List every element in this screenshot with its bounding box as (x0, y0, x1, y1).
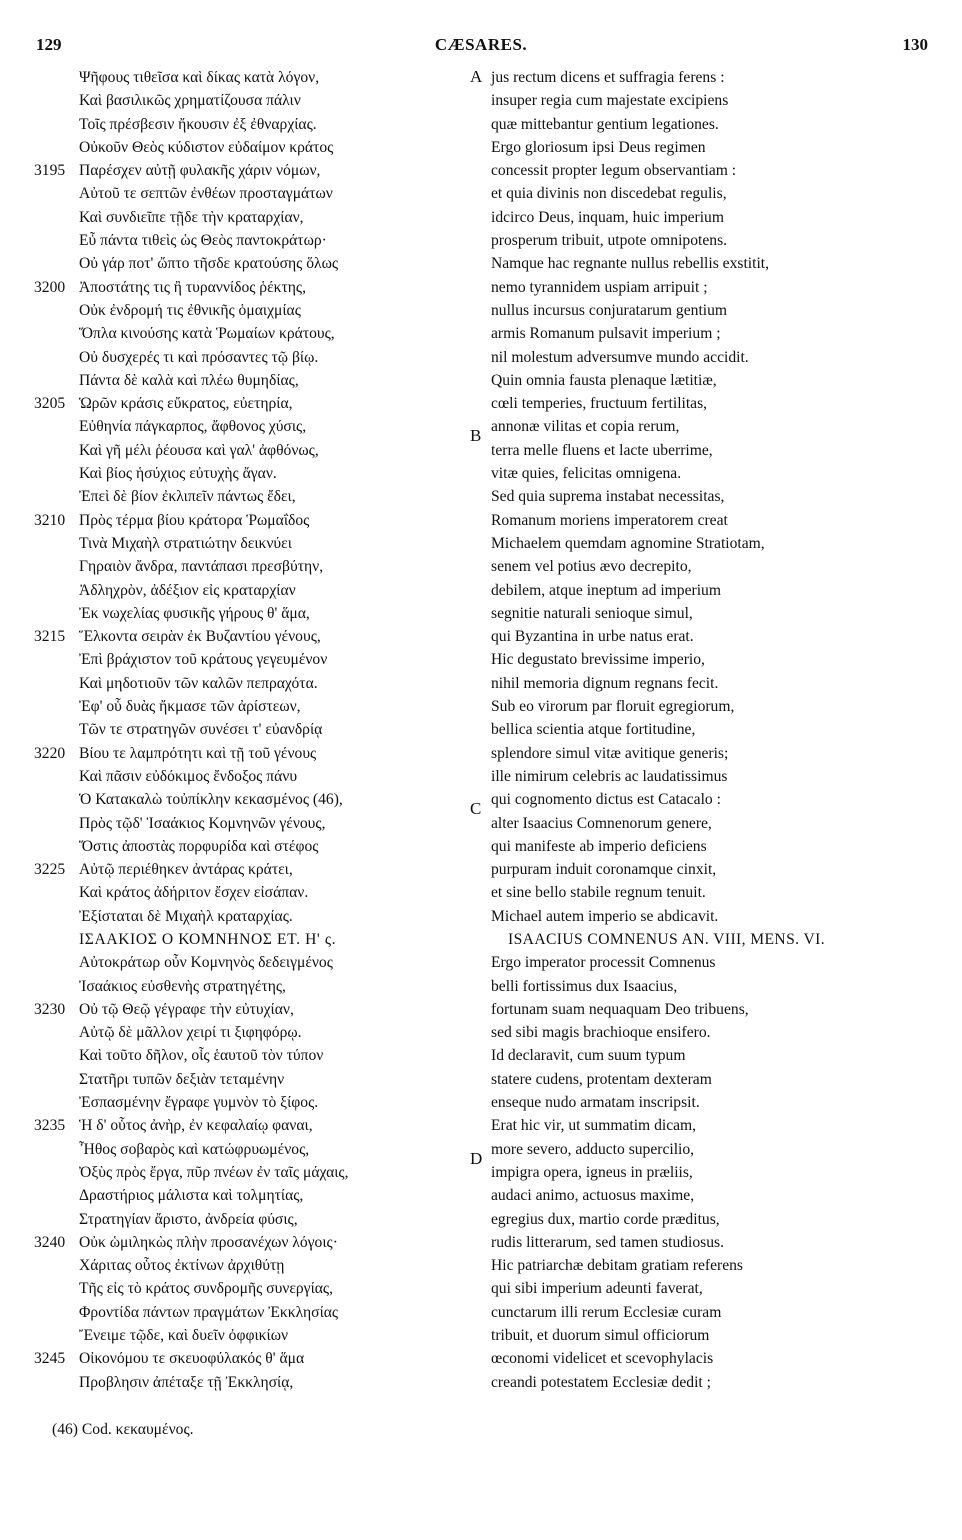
greek-verse-line (0, 113, 470, 136)
greek-verse-line (0, 89, 470, 112)
translation-text: prosperum tribuit, utpote omnipotens. (491, 232, 728, 250)
footnote: (46) Cod. κεκαυμένος. (52, 1421, 194, 1438)
latin-translation-line (470, 113, 962, 136)
translation-text: nullus incursus conjuratarum gentium (491, 301, 728, 319)
greek-verse-line (0, 672, 470, 695)
verse-text: Φροντίδα πάντων πραγμάτων Ἐκκλησίας (79, 1303, 339, 1321)
latin-translation-line (470, 136, 962, 159)
latin-translation-line (470, 1371, 962, 1394)
translation-text: statere cudens, protentam dexteram (491, 1070, 712, 1088)
greek-verse-line (0, 206, 470, 229)
translation-text: Sub eo virorum par floruit egregiorum, (491, 698, 735, 716)
section-marker: A (470, 67, 483, 86)
verse-text: Ἀδληχρὸν, ἀδέξιον εἰς κραταρχίαν (79, 581, 296, 599)
latin-translation-line (470, 485, 962, 508)
greek-verse-line (0, 1161, 470, 1184)
verse-text: Στατῆρι τυπῶν δεξιὰν τεταμένην (79, 1070, 285, 1088)
translation-text: Erat hic vir, ut summatim dicam, (491, 1117, 697, 1135)
verse-text: Οὐ τῷ Θεῷ γέγραφε τὴν εὐτυχίαν, (79, 1000, 294, 1018)
translation-text: sed sibi magis brachioque ensifero. (491, 1024, 711, 1042)
verse-text: Αὐτῷ δὲ μᾶλλον χειρί τι ξιφηφόρῳ. (79, 1024, 302, 1042)
latin-translation-line (470, 951, 962, 974)
latin-translation-line (470, 602, 962, 625)
verse-text: Τῆς εἰς τὸ κράτος συνδρομῆς συνεργίας, (79, 1280, 334, 1298)
translation-text: audaci animo, actuosus maxime, (491, 1187, 695, 1205)
greek-verse-line (0, 905, 470, 928)
greek-verse-line (0, 159, 470, 182)
greek-verse-line (0, 765, 470, 788)
latin-translation-line (470, 881, 962, 904)
greek-section-heading (0, 928, 470, 951)
translation-text: œconomi videlicet et scevophylacis (491, 1350, 714, 1368)
section-marker: B (470, 426, 482, 446)
translation-text: cœli temperies, fructuum fertilitas, (491, 395, 708, 413)
latin-translation-line (470, 532, 962, 555)
greek-verse-line (0, 1114, 470, 1137)
greek-verse-line (0, 1044, 470, 1067)
latin-translation-line (470, 1114, 962, 1137)
latin-translation-line (470, 1161, 962, 1184)
verse-text: Τῶν τε στρατηγῶν συνέσει τ' εὐανδρίᾳ (79, 721, 323, 739)
verse-number: 3200 (34, 278, 66, 296)
latin-translation-line (470, 1138, 962, 1168)
verse-text: Πάντα δὲ καλὰ καὶ πλέω θυμηδίας, (79, 371, 299, 389)
verse-number: 3195 (34, 162, 66, 180)
latin-translation-line (470, 812, 962, 835)
verse-text: Ἦθος σοβαρὸς καὶ κατώφρυωμένος, (79, 1140, 310, 1158)
latin-translation-line (470, 1184, 962, 1207)
verse-text: Πρὸς τῷδ' Ἰσαάκιος Κομνηνῶν γένους, (79, 814, 326, 832)
greek-verse-line (0, 229, 470, 252)
greek-verse-line (0, 1347, 470, 1370)
translation-text: belli fortissimus dux Isaacius, (491, 977, 678, 995)
greek-verse-line (0, 532, 470, 555)
verse-number: 3220 (34, 744, 66, 762)
greek-verse-line (0, 1208, 470, 1231)
verse-text: Τινὰ Μιχαὴλ στρατιώτην δεικνύει (79, 534, 292, 552)
verse-text: Οἰκονόμου τε σκευοφύλακός θ' ἅμα (79, 1350, 305, 1368)
page-number-right: 130 (902, 35, 928, 54)
verse-text: Καὶ τοῦτο δῆλον, οἷς ἑαυτοῦ τὸν τύπον (79, 1047, 324, 1065)
translation-text: creandi potestatem Ecclesiæ dedit ; (491, 1373, 711, 1391)
translation-text: debilem, atque ineptum ad imperium (491, 581, 721, 599)
latin-translation-line (470, 742, 962, 765)
latin-translation-line (470, 1277, 962, 1300)
greek-verse-line (0, 788, 470, 811)
latin-translation-line (470, 1044, 962, 1067)
translation-text: Hic degustato brevissime imperio, (491, 651, 705, 669)
translation-text: Sed quia suprema instabat necessitas, (491, 488, 725, 506)
greek-verse-line (0, 998, 470, 1021)
translation-text: Id declaravit, cum suum typum (491, 1047, 686, 1065)
latin-translation-line (470, 1347, 962, 1370)
greek-verse-line (0, 415, 470, 438)
translation-text: segnitie naturali senioque simul, (491, 604, 693, 622)
translation-text: idcirco Deus, inquam, huic imperium (491, 208, 724, 226)
verse-text: Καὶ πᾶσιν εὐδόκιμος ἔνδοξος πάνυ (79, 767, 298, 785)
latin-translation-line (470, 1301, 962, 1324)
verse-text: Οὐ δυσχερές τι καὶ πρόσαντες τῷ βίῳ. (79, 348, 319, 366)
verse-number: 3205 (34, 395, 66, 413)
greek-verse-line (0, 439, 470, 462)
translation-text: bellica scientia atque fortitudine, (491, 721, 696, 739)
latin-translation-line (470, 229, 962, 252)
latin-translation-line (470, 252, 962, 275)
verse-text: ΙΣΑΑΚΙΟΣ Ο ΚΟΜΝΗΝΟΣ ΕΤ. Η' ς. (79, 930, 337, 948)
translation-text: ISAACIUS COMNENUS AN. VIII, MENS. VI. (508, 930, 826, 948)
latin-translation-line (470, 1231, 962, 1254)
running-title: CÆSARES. (434, 35, 528, 54)
translation-text: splendore simul vitæ avitique generis; (491, 744, 729, 762)
latin-translation-line (470, 439, 962, 462)
greek-verse-line (0, 1138, 470, 1161)
greek-verse-line (0, 1371, 470, 1394)
greek-verse-line (0, 742, 470, 765)
verse-number: 3230 (34, 1000, 66, 1018)
greek-verse-line (0, 136, 470, 159)
greek-verse-line (0, 392, 470, 415)
verse-text: Ἐξίσταται δὲ Μιχαὴλ κραταρχίας. (79, 907, 293, 925)
verse-text: Ἐσπασμένην ἔγραφε γυμνὸν τὸ ξίφος. (79, 1094, 319, 1112)
greek-verse-line (0, 812, 470, 835)
greek-verse-line (0, 881, 470, 904)
latin-translation-line (470, 1068, 962, 1091)
translation-text: terra melle fluens et lacte uberrime, (491, 441, 713, 459)
verse-text: Αὐτοῦ τε σεπτῶν ἐνθέων προσταγμάτων (79, 185, 333, 203)
greek-verse-line (0, 1301, 470, 1324)
verse-text: Χάριτας οὗτος ἐκτίνων ἀρχιθύτῃ (79, 1257, 285, 1275)
greek-verse-line (0, 1231, 470, 1254)
translation-text: nemo tyrannidem uspiam arripuit ; (491, 278, 708, 296)
latin-translation-line (470, 182, 962, 205)
latin-translation-line (470, 392, 962, 415)
translation-text: enseque nudo armatam inscripsit. (491, 1094, 700, 1112)
verse-text: Καὶ βασιλικῶς χρηματίζουσα πάλιν (79, 92, 301, 110)
verse-number: 3210 (34, 511, 66, 529)
verse-text: Ἔνειμε τῷδε, καὶ δυεῖν ὀφφικίων (79, 1327, 289, 1345)
greek-verse-line (0, 858, 470, 881)
verse-text: Ὀξὺς πρὸς ἔργα, πῦρ πνέων ἐν ταῖς μάχαις, (79, 1163, 349, 1181)
latin-translation-line (470, 998, 962, 1021)
verse-number: 3245 (34, 1350, 66, 1368)
translation-text: qui manifeste ab imperio deficiens (491, 837, 707, 855)
verse-text: Ὡρῶν κράσις εὔκρατος, εὐετηρία, (79, 395, 293, 413)
latin-translation-line (470, 89, 962, 112)
greek-verse-line (0, 648, 470, 671)
translation-text: egregius dux, martio corde præditus, (491, 1210, 720, 1228)
greek-text-column (0, 66, 470, 1394)
verse-text: Οὐκοῦν Θεὸς κύδιστον εὐδαίμον κράτος (79, 138, 334, 156)
greek-verse-line (0, 625, 470, 648)
verse-text: Οὐ γάρ ποτ' ὤπτο τῆσδε κρατούσης ὅλως (79, 255, 339, 273)
verse-text: Οὐκ ἐνδρομή τις ἐθνικῆς ὁμαιχμίας (79, 301, 301, 319)
translation-text: armis Romanum pulsavit imperium ; (491, 325, 721, 343)
translation-text: qui sibi imperium adeunti faverat, (491, 1280, 703, 1298)
section-marker: C (470, 799, 482, 819)
greek-verse-line (0, 299, 470, 322)
verse-text: Οὐκ ὡμιληκὼς πλὴν προσανέχων λόγοις· (79, 1233, 338, 1251)
verse-text: Τοῖς πρέσβεσιν ἤκουσιν ἐξ ἐθναρχίας. (79, 115, 317, 133)
translation-text: qui Byzantina in urbe natus erat. (491, 628, 694, 646)
translation-text: ille nimirum celebris ac laudatissimus (491, 767, 728, 785)
latin-translation-line (470, 322, 962, 345)
latin-translation-line (470, 369, 962, 392)
greek-verse-line (0, 182, 470, 205)
page-header (0, 35, 962, 59)
translation-text: Namque hac regnante nullus rebellis exstitit, (491, 255, 770, 273)
translation-text: nil molestum adversumve mundo accidit. (491, 348, 749, 366)
greek-verse-line (0, 695, 470, 718)
greek-verse-line (0, 252, 470, 275)
translation-text: fortunam suam nequaquam Deo tribuens, (491, 1000, 749, 1018)
latin-translation-line (470, 672, 962, 695)
latin-translation-line (470, 415, 962, 446)
greek-verse-line (0, 1184, 470, 1207)
translation-text: Hic patriarchæ debitam gratiam referens (491, 1257, 743, 1275)
translation-text: concessit propter legum observantiam : (491, 162, 737, 180)
verse-text: Ὁ Κατακαλὼ τοὐπίκλην κεκασμένος (46), (79, 791, 343, 809)
latin-translation-line (470, 835, 962, 858)
greek-verse-line (0, 1324, 470, 1347)
verse-text: Ὅπλα κινούσης κατὰ Ῥωμαίων κράτους, (79, 325, 335, 343)
verse-number: 3215 (34, 628, 66, 646)
latin-translation-line (470, 1091, 962, 1114)
verse-text: Ἐπὶ βράχιστον τοῦ κράτους γεγευμένον (79, 651, 328, 669)
translation-text: Ergo imperator processit Comnenus (491, 954, 716, 972)
latin-translation-line (470, 346, 962, 369)
latin-translation-line (470, 276, 962, 299)
translation-text: vitæ quies, felicitas omnigena. (491, 465, 682, 483)
translation-text: quæ mittebantur gentium legationes. (491, 115, 719, 133)
verse-text: Ἐφ' οὗ δυὰς ἤκμασε τῶν ἀρίστεων, (79, 698, 301, 716)
translation-text: cunctarum illi rerum Ecclesiæ curam (491, 1303, 722, 1321)
latin-section-heading (470, 928, 962, 951)
verse-text: Ἡ δ' οὗτος ἀνὴρ, ἐν κεφαλαίῳ φαναι, (79, 1117, 313, 1135)
translation-text: impigra opera, igneus in præliis, (491, 1163, 693, 1181)
greek-verse-line (0, 1021, 470, 1044)
latin-translation-line (470, 462, 962, 485)
greek-verse-line (0, 1091, 470, 1114)
verse-text: Ψῆφους τιθεῖσα καὶ δίκας κατὰ λόγον, (79, 69, 320, 86)
latin-translation-line (470, 1324, 962, 1347)
greek-verse-line (0, 718, 470, 741)
greek-verse-line (0, 509, 470, 532)
latin-translation-line (470, 555, 962, 578)
verse-text: Εὖ πάντα τιθεὶς ὡς Θεὸς παντοκράτωρ· (79, 232, 327, 250)
verse-text: Ἰσαάκιος εὐσθενὴς στρατηγέτης, (79, 977, 286, 995)
verse-text: Προβλησιν ἀπέταξε τῇ Ἐκκλησίᾳ, (79, 1373, 294, 1391)
translation-text: purpuram induit coronamque cinxit, (491, 861, 717, 879)
translation-text: Michaelem quemdam agnomine Stratiotam, (491, 534, 765, 552)
latin-translation-line (470, 1208, 962, 1231)
verse-text: Ἐπεὶ δὲ βίον ἐκλιπεῖν πάντως ἔδει, (79, 488, 296, 506)
latin-translation-line (470, 66, 962, 89)
latin-translation-line (470, 765, 962, 788)
greek-verse-line (0, 1254, 470, 1277)
greek-verse-line (0, 951, 470, 974)
translation-text: annonæ vilitas et copia rerum, (491, 418, 680, 436)
section-marker: D (470, 1148, 483, 1168)
verse-text: Δραστήριος μάλιστα καὶ τολμητίας, (79, 1187, 304, 1205)
translation-text: et quia divinis non discedebat regulis, (491, 185, 727, 203)
translation-text: rudis litterarum, sed tamen studiosus. (491, 1233, 725, 1251)
greek-verse-line (0, 462, 470, 485)
greek-verse-line (0, 975, 470, 998)
greek-verse-line (0, 555, 470, 578)
verse-text: Παρέσχεν αὐτῇ φυλακῆς χάριν νόμων, (79, 162, 321, 180)
translation-text: alter Isaacius Comnenorum genere, (491, 814, 712, 832)
latin-translation-line (470, 625, 962, 648)
verse-text: Αὐτοκράτωρ οὖν Κομνηνὸς δεδειγμένος (79, 954, 333, 972)
translation-text: insuper regia cum majestate excipiens (491, 92, 729, 110)
greek-verse-line (0, 485, 470, 508)
verse-text: Ἀποστάτης τις ἢ τυραννίδος ῥέκτης, (79, 278, 306, 296)
translation-text: Ergo gloriosum ipsi Deus regimen (491, 138, 706, 156)
page-number-left: 129 (36, 35, 62, 54)
latin-translation-line (470, 695, 962, 718)
greek-verse-line (0, 1068, 470, 1091)
verse-text: Καὶ γῆ μέλι ῥέουσα καὶ γαλ' ἀφθόνως, (79, 441, 319, 459)
translation-text: more severo, adducto supercilio, (491, 1140, 695, 1158)
latin-translation-line (470, 975, 962, 998)
latin-translation-line (470, 648, 962, 671)
translation-text: Quin omnia fausta plenaque lætitiæ, (491, 371, 717, 389)
verse-text: Καὶ συνδιεῖπε τῇδε τὴν κραταρχίαν, (79, 208, 304, 226)
latin-translation-line (470, 858, 962, 881)
greek-verse-line (0, 322, 470, 345)
translation-text: senem vel potius ævo decrepito, (491, 558, 692, 576)
translation-text: et sine bello stabile regnum tenuit. (491, 884, 706, 902)
latin-translation-line (470, 1021, 962, 1044)
verse-text: Γηραιὸν ἄνδρα, παντάπασι πρεσβύτην, (79, 558, 324, 576)
greek-verse-line (0, 835, 470, 858)
verse-text: Καὶ μηδοτιοῦν τῶν καλῶν πεπραχότα. (79, 674, 318, 692)
verse-number: 3240 (34, 1233, 66, 1251)
verse-text: Βίου τε λαμπρότητι καὶ τῇ τοῦ γένους (79, 744, 317, 762)
greek-verse-line (0, 1277, 470, 1300)
latin-translation-line (470, 206, 962, 229)
translation-text: qui cognomento dictus est Catacalo : (491, 791, 721, 809)
verse-text: Εὐθηνία πάγκαρπος, ἄφθονος χύσις, (79, 418, 307, 436)
translation-text: Romanum moriens imperatorem creat (491, 511, 728, 529)
translation-text: tribuit, et duorum simul officiorum (491, 1327, 710, 1345)
greek-verse-line (0, 276, 470, 299)
translation-text: nihil memoria dignum regnans fecit. (491, 674, 719, 692)
greek-verse-line (0, 346, 470, 369)
translation-text: jus rectum dicens et suffragia ferens : (491, 69, 725, 86)
greek-verse-line (0, 602, 470, 625)
latin-translation-line (470, 159, 962, 182)
latin-text-column (470, 66, 962, 1394)
verse-text: Αὐτῷ περιέθηκεν ἀντάρας κράτει, (79, 861, 293, 879)
verse-text: Ὅστις ἀποστὰς πορφυρίδα καὶ στέφος (79, 837, 319, 855)
verse-number: 3225 (34, 861, 66, 879)
latin-translation-line (470, 509, 962, 532)
latin-translation-line (470, 788, 962, 819)
verse-text: Στρατηγίαν ἄριστο, ἀνδρεία φύσις, (79, 1210, 298, 1228)
verse-text: Καὶ βίος ἡσύχιος εὐτυχὴς ἄγαν. (79, 465, 277, 483)
latin-translation-line (470, 299, 962, 322)
translation-text: Michael autem imperio se abdicavit. (491, 907, 719, 925)
greek-verse-line (0, 579, 470, 602)
greek-verse-line (0, 66, 470, 89)
verse-text: Καὶ κράτος ἀδήριτον ἔσχεν εἰσάπαν. (79, 884, 309, 902)
verse-text: Ἕλκοντα σειρὰν ἐκ Βυζαντίου γένους, (79, 628, 321, 646)
verse-text: Ἐκ νωχελίας φυσικῆς γήρους θ' ἅμα, (79, 604, 310, 622)
verse-text: Πρὸς τέρμα βίου κράτορα Ῥωμαΐδος (79, 511, 310, 529)
latin-translation-line (470, 905, 962, 928)
latin-translation-line (470, 1254, 962, 1277)
latin-translation-line (470, 579, 962, 602)
latin-translation-line (470, 718, 962, 741)
verse-number: 3235 (34, 1117, 66, 1135)
greek-verse-line (0, 369, 470, 392)
